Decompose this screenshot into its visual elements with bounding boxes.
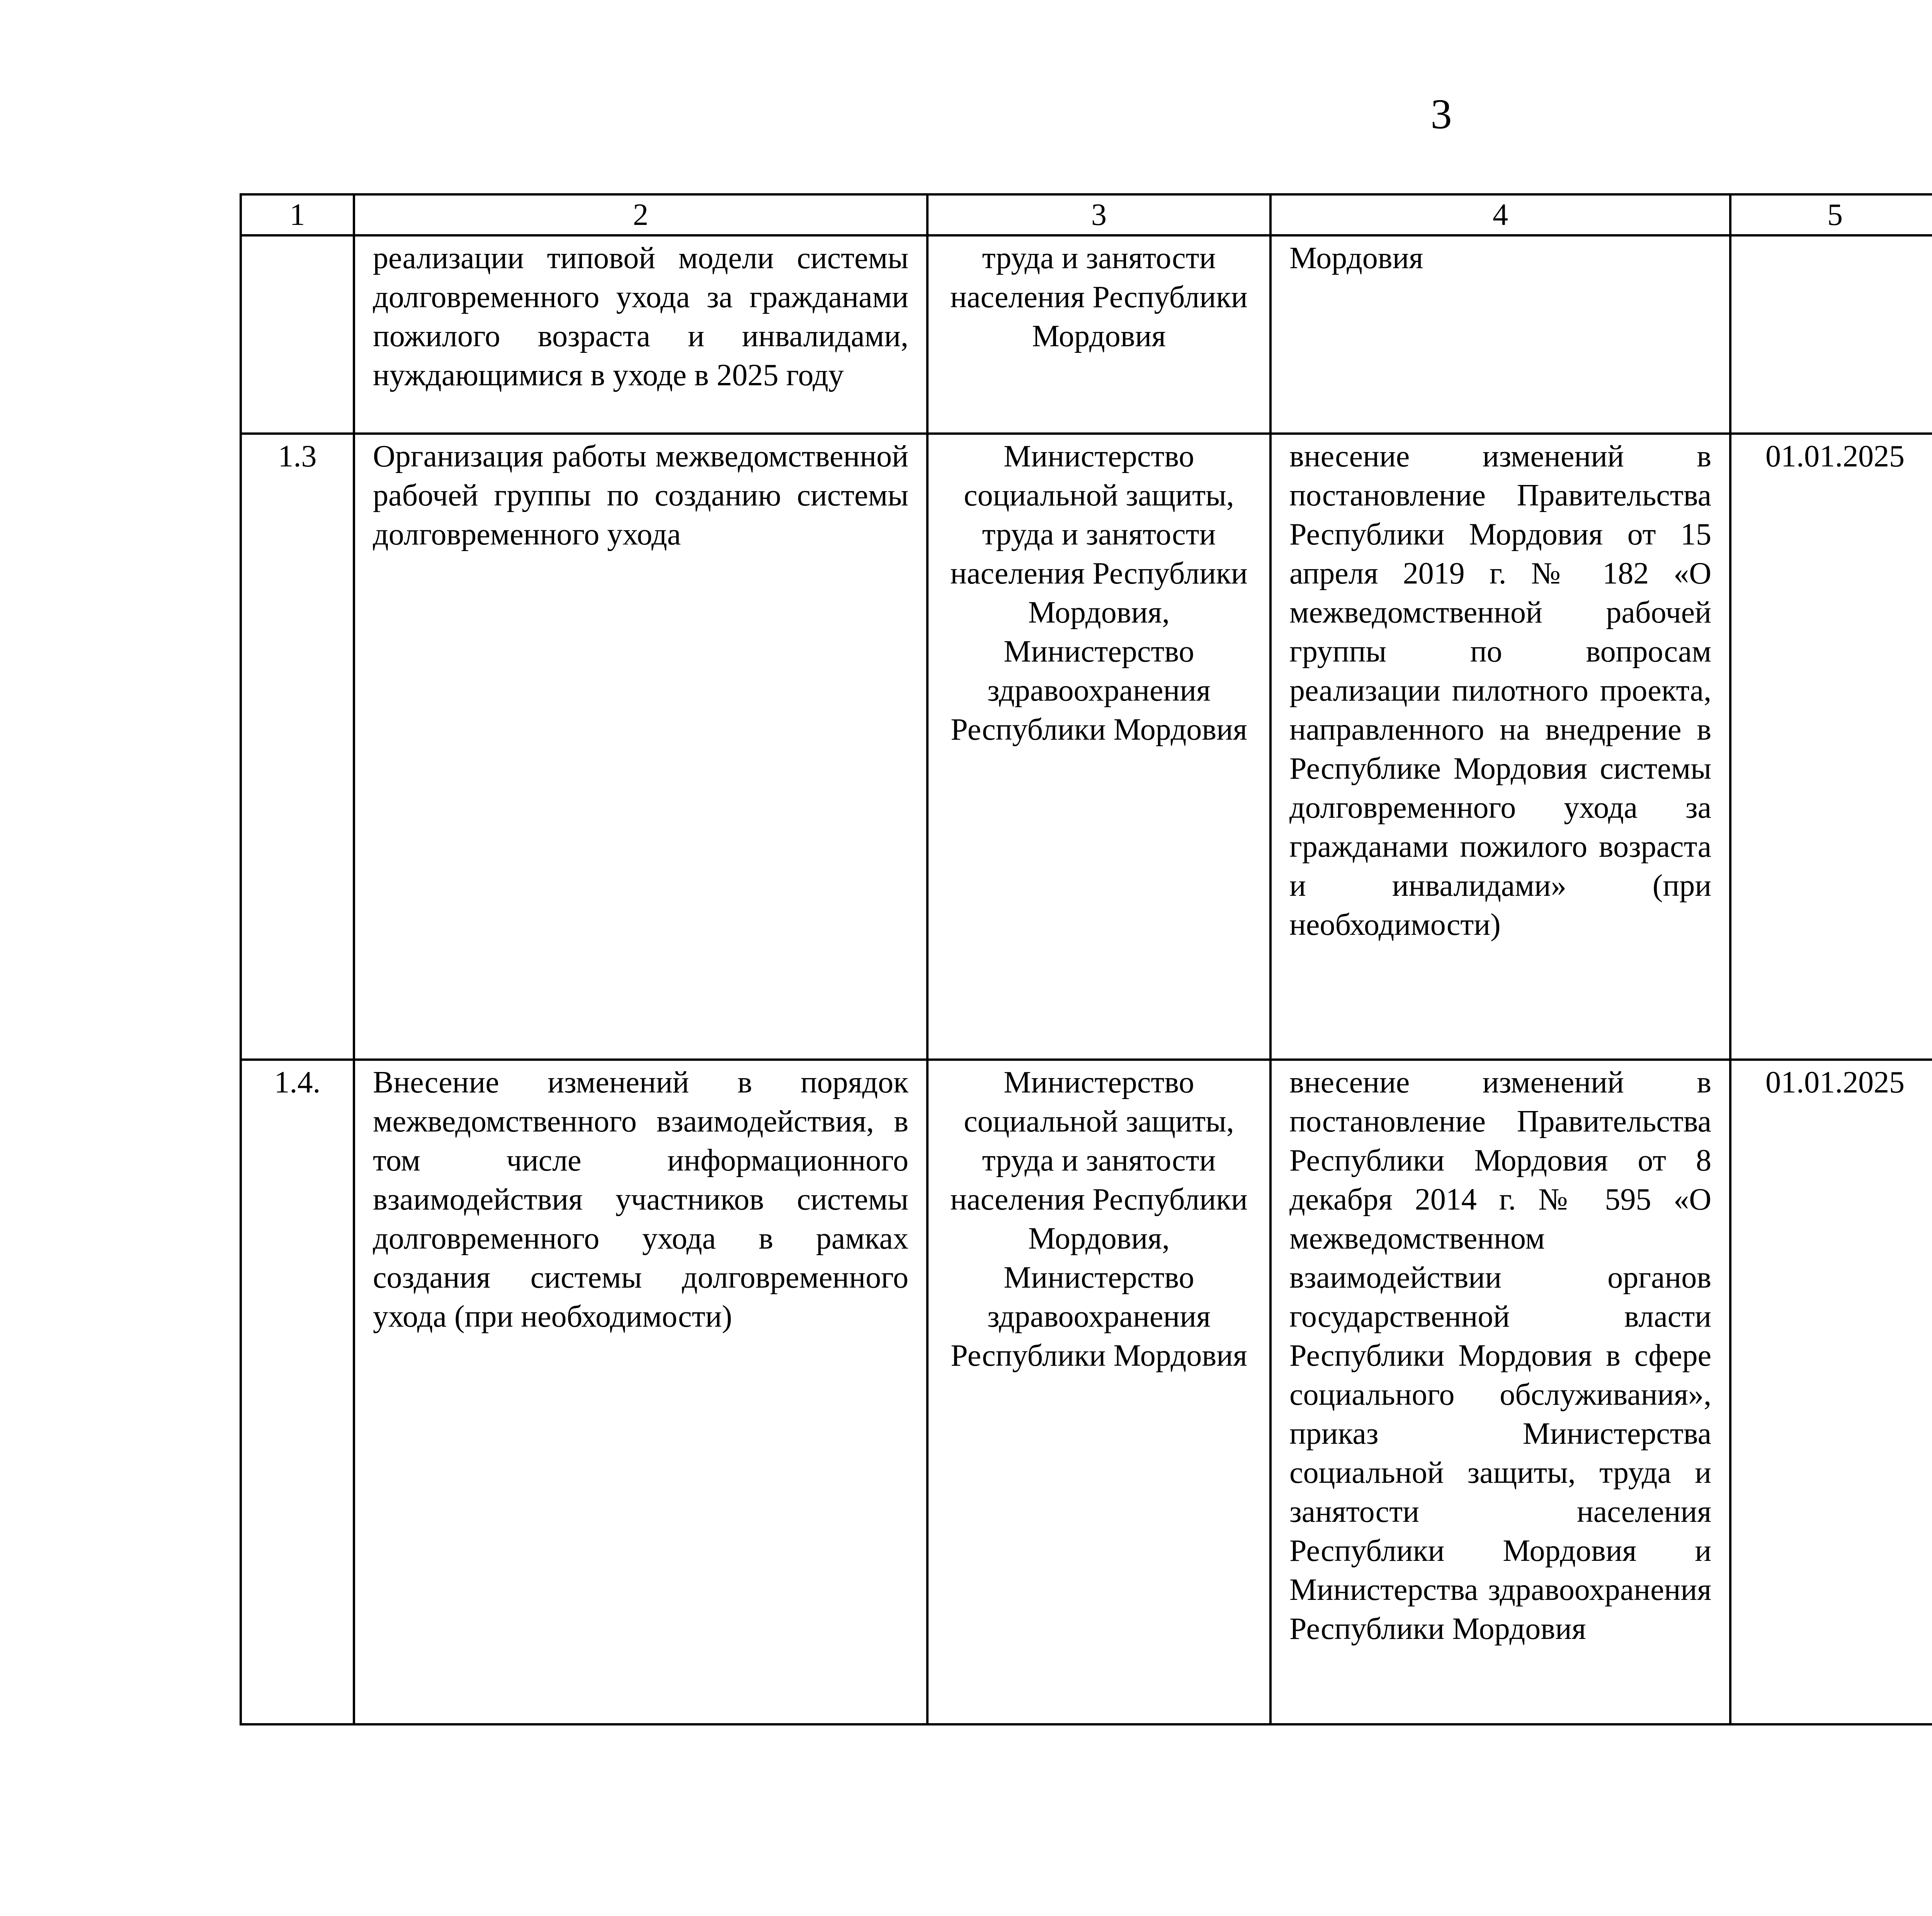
row-number: [241, 235, 354, 434]
row-number: 1.3: [241, 434, 354, 1060]
table-row: [241, 1060, 1932, 1724]
measure-text: Организация работы межведомственной рабочей группы по созданию системы долговременного ухода: [354, 434, 927, 1060]
table-row: [241, 434, 1932, 1060]
executor-text: Министерство социальной защиты, труда и занятости населения Республики Мордовия, Министерство здравоохранения Республики Мордовия: [927, 434, 1270, 1060]
header-cell-1: 1: [241, 194, 354, 235]
table-row: [241, 235, 1932, 434]
header-row: [241, 194, 1932, 235]
measure-text: Внесение изменений в порядок межведомственного взаимодействия, в том числе информационного взаимодействия участников системы долговременного ухода в рамках создания системы долговременного ухода (при необходимости): [354, 1060, 927, 1724]
start-date: 01.01.2025: [1730, 1060, 1932, 1724]
row-number: 1.4.: [241, 1060, 354, 1724]
result-text: Мордовия: [1270, 235, 1730, 434]
result-text: внесение изменений в постановление Правительства Республики Мордовия от 8 декабря 2014 г. № 595 «О межведомственном взаимодействии органов государственной власти Республики Мордовия в сфере социального обслуживания», приказ Министерства социальной защиты, труда и занятости населения Республики Мордовия и Министерства здравоохранения Республики Мордовия: [1270, 1060, 1730, 1724]
header-cell-2: 2: [354, 194, 927, 235]
start-date: 01.01.2025: [1730, 434, 1932, 1060]
result-text: внесение изменений в постановление Правительства Республики Мордовия от 15 апреля 2019 г. № 182 «О межведомственной рабочей группы по вопросам реализации пилотного проекта, направленного на внедрение в Республике Мордовия системы долговременного ухода за гражданами пожилого возраста и инвалидами» (при необходимости): [1270, 434, 1730, 1060]
header-cell-5: 5: [1730, 194, 1932, 235]
page-number: 3: [1430, 90, 1452, 138]
executor-text: Министерство социальной защиты, труда и занятости населения Республики Мордовия, Министерство здравоохранения Республики Мордовия: [927, 1060, 1270, 1724]
executor-text: труда и занятости населения Республики Мордовия: [927, 235, 1270, 434]
measure-text: реализации типовой модели системы долговременного ухода за гражданами пожилого возраста и инвалидами, нуждающимися в уходе в 2025 году: [354, 235, 927, 434]
header-cell-3: 3: [927, 194, 1270, 235]
plan-table: [240, 193, 1932, 1725]
start-date: [1730, 235, 1932, 434]
header-cell-4: 4: [1270, 194, 1730, 235]
